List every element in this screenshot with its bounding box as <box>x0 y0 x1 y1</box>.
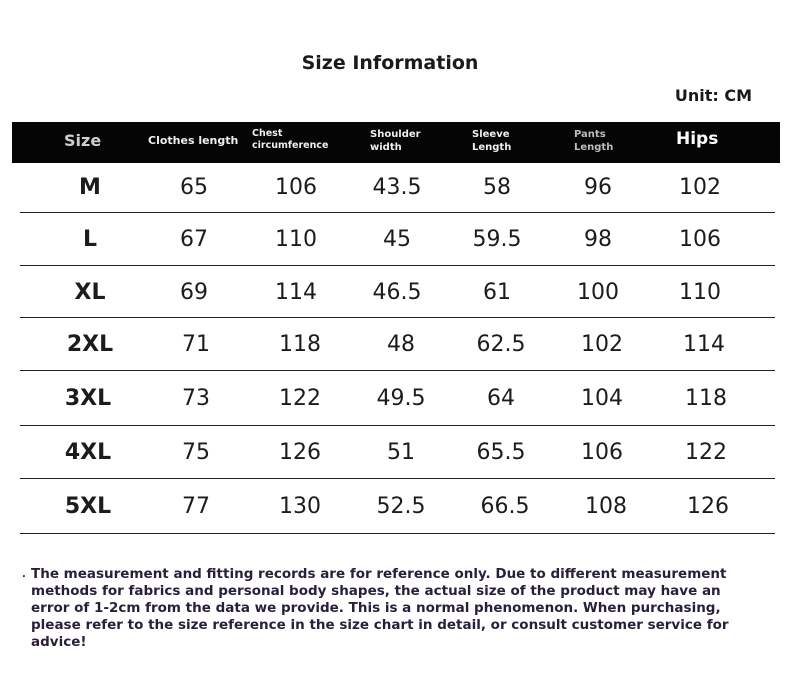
table-row <box>20 319 775 371</box>
header-size: Size <box>64 131 102 150</box>
cell-pants: 104 <box>581 386 623 411</box>
cell-hips: 118 <box>685 386 727 411</box>
cell-pants: 98 <box>584 227 612 252</box>
header-chest-line1: Chest <box>252 128 283 139</box>
cell-size: M <box>79 175 101 200</box>
cell-shoulder: 43.5 <box>372 175 422 200</box>
header-sleeve-line2: Length <box>472 142 512 153</box>
cell-chest: 110 <box>275 227 317 252</box>
cell-sleeve: 58 <box>483 175 511 200</box>
cell-hips: 106 <box>679 227 721 252</box>
cell-length: 75 <box>182 440 210 465</box>
cell-pants: 106 <box>581 440 623 465</box>
cell-chest: 130 <box>279 494 321 519</box>
cell-pants: 96 <box>584 175 612 200</box>
cell-size: 2XL <box>66 332 114 357</box>
table-row <box>20 372 775 426</box>
cell-length: 77 <box>182 494 210 519</box>
cell-length: 69 <box>180 279 208 305</box>
cell-size: 5XL <box>64 494 112 519</box>
header-hips: Hips <box>676 129 719 149</box>
cell-size: 3XL <box>64 386 112 411</box>
cell-shoulder: 49.5 <box>376 386 426 411</box>
header-pants-line2: Length <box>574 142 614 153</box>
cell-pants: 102 <box>581 332 623 357</box>
cell-shoulder: 52.5 <box>376 494 426 519</box>
cell-sleeve: 62.5 <box>476 332 526 357</box>
disclaimer-note <box>22 566 762 651</box>
note-bullet: . <box>22 569 26 580</box>
cell-size: L <box>82 227 98 252</box>
header-chest <box>252 128 328 152</box>
cell-length: 65 <box>180 175 208 200</box>
cell-sleeve: 59.5 <box>472 227 522 252</box>
cell-length: 67 <box>180 227 208 252</box>
cell-hips: 126 <box>687 494 729 519</box>
unit-label: Unit: CM <box>674 86 752 105</box>
header-shoulder <box>370 128 421 154</box>
table-row <box>20 267 775 318</box>
table-row <box>20 480 775 534</box>
cell-sleeve: 66.5 <box>480 494 530 519</box>
header-pants <box>574 128 613 154</box>
cell-size: XL <box>74 279 106 305</box>
cell-shoulder: 46.5 <box>372 279 422 305</box>
cell-hips: 102 <box>679 175 721 200</box>
cell-sleeve: 65.5 <box>476 440 526 465</box>
cell-chest: 106 <box>275 175 317 200</box>
cell-hips: 110 <box>679 279 721 305</box>
cell-shoulder: 45 <box>383 227 411 252</box>
cell-hips: 114 <box>683 332 725 357</box>
page-title: Size Information <box>301 52 479 74</box>
cell-length: 71 <box>182 332 210 357</box>
header-pants-line1: Pants <box>574 129 606 140</box>
cell-shoulder: 48 <box>387 332 415 357</box>
header-chest-line2: circumference <box>252 140 329 151</box>
table-row <box>20 214 775 266</box>
cell-length: 73 <box>182 386 210 411</box>
cell-hips: 122 <box>685 440 727 465</box>
note-text: The measurement and fitting records are for reference only. Due to different measurement methods for fabrics and personal body shapes, the actual size of the product may have an error of 1-2cm from the data we provide. This is a normal phenomenon. When purchasing, please refer to the size reference in the size chart in detail, or consult customer service for advice! <box>31 566 729 650</box>
cell-chest: 122 <box>279 386 321 411</box>
cell-chest: 114 <box>275 279 317 305</box>
table-row <box>20 427 775 479</box>
cell-sleeve: 61 <box>483 279 511 305</box>
header-clothes-length: Clothes length <box>148 134 239 147</box>
table-header <box>12 122 780 163</box>
header-sleeve <box>472 128 511 154</box>
cell-size: 4XL <box>64 440 112 465</box>
cell-sleeve: 64 <box>487 386 515 411</box>
header-shoulder-line1: Shoulder <box>370 129 421 140</box>
cell-pants: 108 <box>585 494 627 519</box>
header-sleeve-line1: Sleeve <box>472 129 510 140</box>
header-shoulder-line2: width <box>370 142 402 153</box>
cell-chest: 126 <box>279 440 321 465</box>
cell-pants: 100 <box>577 279 619 305</box>
cell-chest: 118 <box>279 332 321 357</box>
table-row <box>20 163 775 213</box>
cell-shoulder: 51 <box>387 440 415 465</box>
